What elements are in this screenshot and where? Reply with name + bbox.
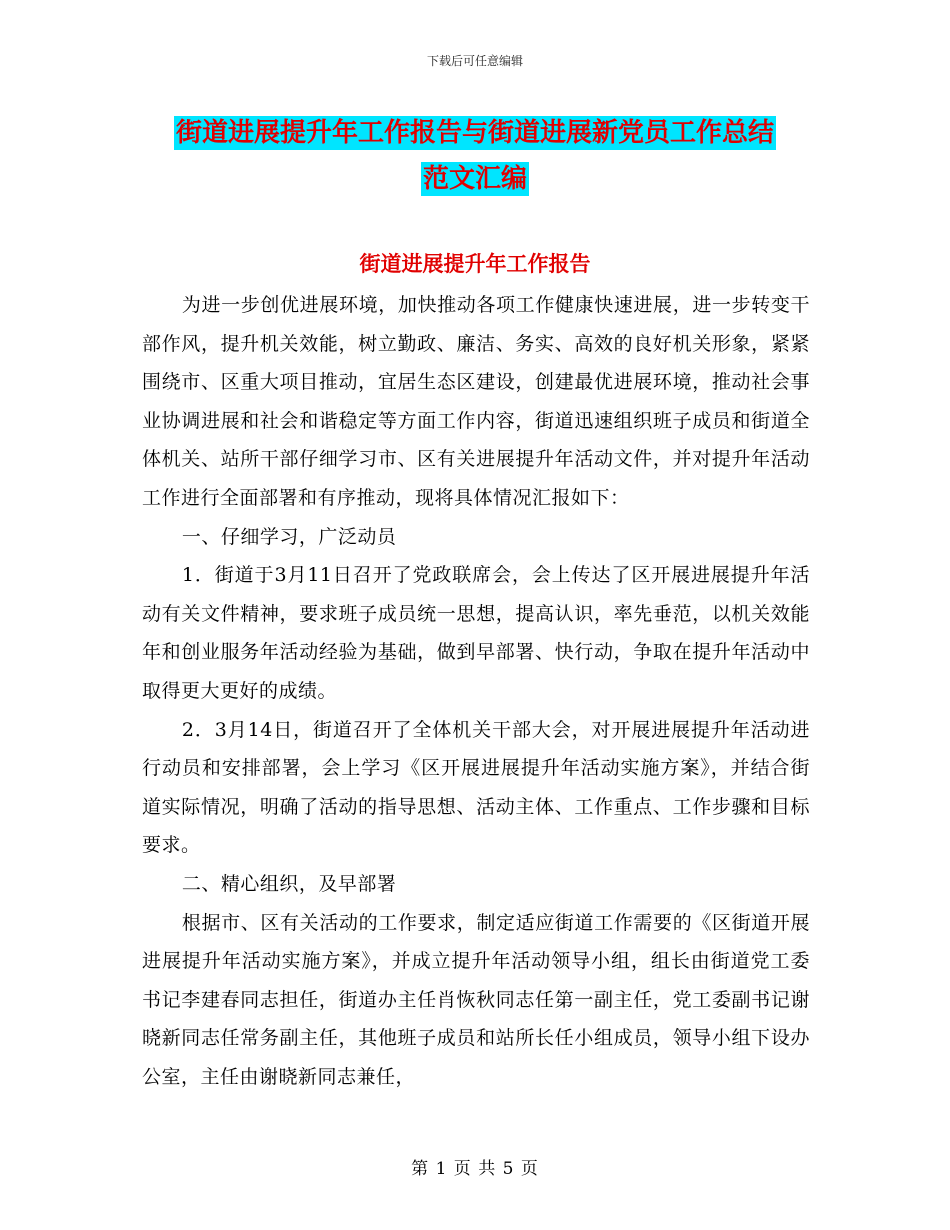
document-title-line-1: 街道进展提升年工作报告与街道进展新党员工作总结: [175, 118, 774, 148]
paragraph: 为进一步创优进展环境，加快推动各项工作健康快速进展，进一步转变干部作风，提升机关效能，树立勤政、廉洁、务实、高效的良好机关形象，紧紧围绕市、区重大项目推动，宜居生态区建设，创建最优进展环境，推动社会事业协调进展和社会和谐稳定等方面工作内容，街道迅速组织班子成员和街道全体机关、站所干部仔细学习市、区有关进展提升年活动文件，并对提升年活动工作进行全面部署和有序推动，现将具体情况汇报如下：: [142, 294, 810, 509]
paragraph: 二、精心组织，及早部署: [181, 872, 397, 895]
body-text: [142, 286, 810, 1096]
section-title: 街道进展提升年工作报告: [359, 252, 591, 276]
document-title: [0, 110, 950, 202]
paragraph: 一、仔细学习，广泛动员: [181, 525, 397, 548]
paragraph: 1．街道于3月11日召开了党政联席会，会上传达了区开展进展提升年活动有关文件精神，要求班子成员统一思想，提高认识，率先垂范，以机关效能年和创业服务年活动经验为基础，做到早部署、快行动，争取在提升年活动中取得更大更好的成绩。: [142, 564, 810, 702]
header-note: 下载后可任意编辑: [426, 54, 523, 68]
page-footer: 第 1 页 共 5 页: [411, 1159, 539, 1179]
paragraph: 2．3月14日，街道召开了全体机关干部大会，对开展进展提升年活动进行动员和安排部署，会上学习《区开展进展提升年活动实施方案》，并结合街道实际情况，明确了活动的指导思想、活动主体、工作重点、工作步骤和目标要求。: [142, 718, 810, 857]
document-title-line-2: 范文汇编: [422, 164, 527, 194]
paragraph: 根据市、区有关活动的工作要求，制定适应街道工作需要的《区街道开展进展提升年活动实施方案》，并成立提升年活动领导小组，组长由街道党工委书记李建春同志担任，街道办主任肖恢秋同志任第一副主任，党工委副书记谢晓新同志任常务副主任，其他班子成员和站所长任小组成员，领导小组下设办公室，主任由谢晓新同志兼任，: [142, 911, 810, 1088]
